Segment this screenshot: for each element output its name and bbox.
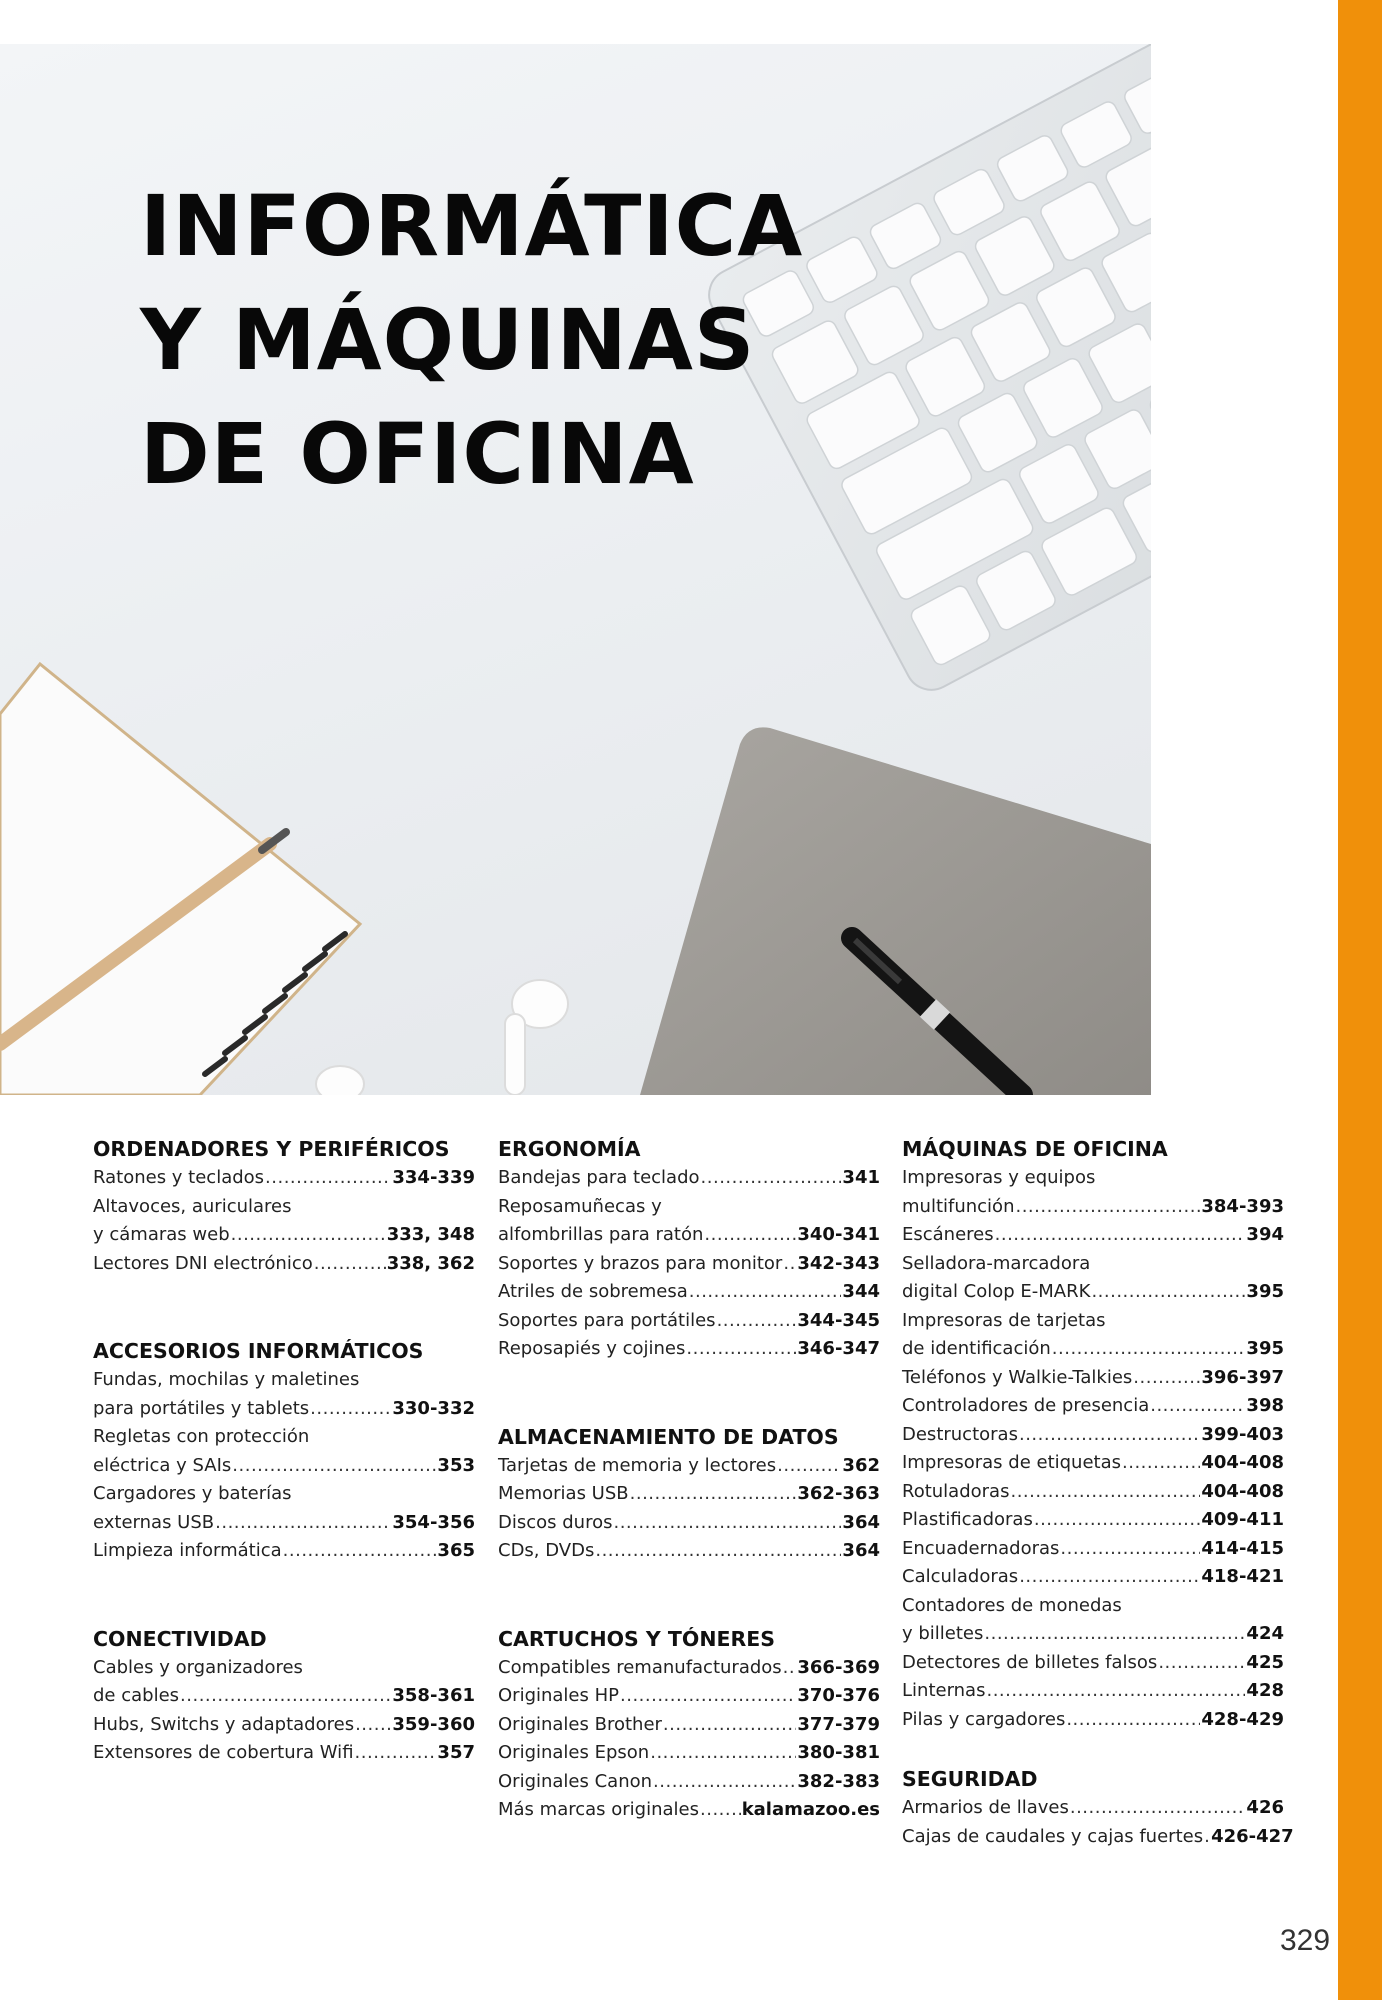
index-entry: Escáneres ..... 394	[902, 1221, 1284, 1250]
section-seguridad	[902, 1764, 1294, 1851]
index-entry: Cajas de caudales y cajas fuertes ..... 426-427	[902, 1823, 1284, 1852]
section-almacenamiento	[498, 1422, 880, 1566]
felt-notebook-image	[640, 727, 1151, 1095]
section-cartuchos	[498, 1624, 880, 1825]
index-entry: Originales Brother ..... 377-379	[498, 1711, 880, 1740]
index-entry: Selladora-marcadora	[902, 1252, 1091, 1274]
index-entry: CDs, DVDs ..... 364	[498, 1537, 880, 1566]
index-entry: eléctrica y SAIs ..... 353	[93, 1452, 475, 1481]
index-entry: de cables ..... 358-361	[93, 1682, 475, 1711]
index-column-1	[93, 1134, 475, 1768]
index-entry: Altavoces, auriculares	[93, 1195, 292, 1217]
index-entry: multifunción ..... 384-393	[902, 1193, 1284, 1222]
index-entry: Armarios de llaves ..... 426	[902, 1794, 1284, 1823]
title-line-3: DE OFICINA	[140, 405, 695, 503]
index-entry: Ratones y teclados ..... 334-339	[93, 1164, 475, 1193]
section-title: ERGONOMÍA	[498, 1137, 641, 1161]
section-title: CONECTIVIDAD	[93, 1626, 267, 1651]
index-entry: Originales HP ..... 370-376	[498, 1682, 880, 1711]
index-entry: Discos duros ..... 364	[498, 1509, 880, 1538]
section-title: CARTUCHOS Y TÓNERES	[498, 1626, 776, 1651]
section-maquinas	[902, 1134, 1284, 1734]
index-entry: Originales Canon ..... 382-383	[498, 1768, 880, 1797]
index-entry: Linternas ..... 428	[902, 1677, 1284, 1706]
index-entry: Rotuladoras ..... 404-408	[902, 1478, 1284, 1507]
index-entry: Bandejas para teclado ..... 341	[498, 1164, 880, 1193]
section-title: SEGURIDAD	[902, 1767, 1038, 1791]
index-entry: Reposapiés y cojines ..... 346-347	[498, 1335, 880, 1364]
index-entry: Memorias USB ..... 362-363	[498, 1480, 880, 1509]
spiral-notebook-image	[0, 664, 360, 1095]
website-link[interactable]: kalamazoo.es	[741, 1799, 880, 1820]
index-entry: Compatibles remanufacturados ..... 366-369	[498, 1654, 880, 1683]
index-entry: Controladores de presencia ..... 398	[902, 1392, 1284, 1421]
index-entry: y billetes ..... 424	[902, 1620, 1284, 1649]
page-number: 329	[1280, 1924, 1331, 1957]
index-entry: Teléfonos y Walkie-Talkies ..... 396-397	[902, 1364, 1284, 1393]
index-entry: Más marcas originales ..... kalamazoo.es	[498, 1796, 880, 1825]
earbud-image	[316, 980, 568, 1095]
index-entry: Originales Epson ..... 380-381	[498, 1739, 880, 1768]
index-entry: Impresoras de etiquetas ..... 404-408	[902, 1449, 1284, 1478]
section-title: ALMACENAMIENTO DE DATOS	[498, 1424, 839, 1449]
index-entry: Soportes y brazos para monitor ..... 342-343	[498, 1250, 880, 1279]
index-entry: Encuadernadoras ..... 414-415	[902, 1535, 1284, 1564]
index-entry: Fundas, mochilas y maletines	[93, 1369, 360, 1390]
index-entry: Cargadores y baterías	[93, 1483, 292, 1504]
index-entry: Limpieza informática ..... 365	[93, 1537, 475, 1566]
section-accesorios	[93, 1336, 475, 1566]
index-entry: Contadores de monedas	[902, 1594, 1122, 1616]
section-ordenadores	[93, 1134, 475, 1278]
section-title: MÁQUINAS DE OFICINA	[902, 1137, 1168, 1161]
title-line-2: Y MÁQUINAS	[140, 291, 756, 389]
index-entry: Plastificadoras ..... 409-411	[902, 1506, 1284, 1535]
index-entry: externas USB ..... 354-356	[93, 1509, 475, 1538]
page-title	[140, 169, 840, 511]
section-title: ORDENADORES Y PERIFÉRICOS	[93, 1137, 450, 1161]
hero-photo	[0, 44, 1151, 1095]
index-entry: Pilas y cargadores ..... 428-429	[902, 1706, 1284, 1735]
section-conectividad	[93, 1624, 475, 1768]
index-entry: alfombrillas para ratón ..... 340-341	[498, 1221, 880, 1250]
index-entry: Atriles de sobremesa ..... 344	[498, 1278, 880, 1307]
index-entry: y cámaras web ..... 333, 348	[93, 1221, 475, 1250]
index-entry: para portátiles y tablets ..... 330-332	[93, 1395, 475, 1424]
index-entry: Cables y organizadores	[93, 1656, 303, 1678]
index-entry: Detectores de billetes falsos ..... 425	[902, 1649, 1284, 1678]
section-ergonomia	[498, 1134, 880, 1364]
index-entry: Hubs, Switchs y adaptadores ..... 359-360	[93, 1711, 475, 1740]
index-entry: Lectores DNI electrónico ..... 338, 362	[93, 1250, 475, 1279]
index-entry: Tarjetas de memoria y lectores ..... 362	[498, 1452, 880, 1481]
index-column-2	[498, 1134, 880, 1825]
index-entry: Calculadoras ..... 418-421	[902, 1563, 1284, 1592]
orange-side-bar	[1338, 0, 1382, 2000]
index-entry: Regletas con protección	[93, 1426, 310, 1447]
index-entry: Impresoras de tarjetas	[902, 1309, 1106, 1331]
index-entry: Impresoras y equipos	[902, 1167, 1096, 1188]
section-title: ACCESORIOS INFORMÁTICOS	[93, 1339, 424, 1363]
index-entry: digital Colop E-MARK ..... 395	[902, 1278, 1284, 1307]
index-entry: de identificación ..... 395	[902, 1335, 1284, 1364]
index-entry: Destructoras ..... 399-403	[902, 1421, 1284, 1450]
index-entry: Reposamuñecas y	[498, 1195, 662, 1217]
index-column-3	[902, 1134, 1294, 1851]
index-entry: Soportes para portátiles ..... 344-345	[498, 1307, 880, 1336]
title-line-1: INFORMÁTICA	[140, 177, 804, 275]
index-entry: Extensores de cobertura Wifi ..... 357	[93, 1739, 475, 1768]
